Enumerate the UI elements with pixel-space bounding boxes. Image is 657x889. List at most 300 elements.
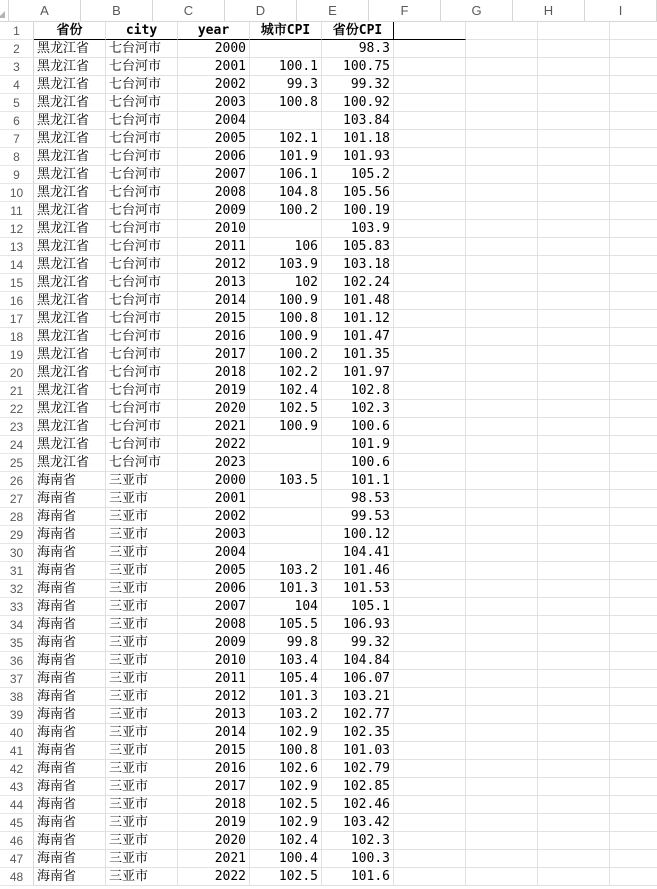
empty-cell[interactable] xyxy=(466,670,538,688)
data-cell[interactable]: 2007 xyxy=(178,598,250,616)
data-cell[interactable]: 2018 xyxy=(178,796,250,814)
data-cell[interactable]: 2014 xyxy=(178,292,250,310)
empty-cell[interactable] xyxy=(538,112,610,130)
data-cell[interactable]: 100.92 xyxy=(322,94,394,112)
data-cell[interactable]: 2007 xyxy=(178,166,250,184)
row-header[interactable]: 42 xyxy=(0,760,34,778)
row-header[interactable]: 12 xyxy=(0,220,34,238)
empty-cell[interactable] xyxy=(610,526,657,544)
data-cell[interactable]: 100.9 xyxy=(250,292,322,310)
empty-cell[interactable] xyxy=(466,472,538,490)
empty-cell[interactable] xyxy=(466,418,538,436)
data-cell[interactable]: 三亚市 xyxy=(106,670,178,688)
empty-cell[interactable] xyxy=(538,868,610,886)
column-header-d[interactable]: D xyxy=(225,0,297,22)
empty-cell[interactable] xyxy=(466,76,538,94)
empty-cell[interactable] xyxy=(538,220,610,238)
data-cell[interactable]: 海南省 xyxy=(34,706,106,724)
data-cell[interactable]: 三亚市 xyxy=(106,796,178,814)
data-cell[interactable]: 黑龙江省 xyxy=(34,130,106,148)
data-cell[interactable]: 105.4 xyxy=(250,670,322,688)
empty-cell[interactable] xyxy=(610,40,657,58)
empty-cell[interactable] xyxy=(538,760,610,778)
empty-cell[interactable] xyxy=(466,166,538,184)
row-header[interactable]: 23 xyxy=(0,418,34,436)
empty-cell[interactable] xyxy=(610,562,657,580)
row-header[interactable]: 7 xyxy=(0,130,34,148)
data-cell[interactable]: 海南省 xyxy=(34,652,106,670)
row-header[interactable]: 40 xyxy=(0,724,34,742)
empty-cell[interactable] xyxy=(538,526,610,544)
data-cell[interactable]: 101.12 xyxy=(322,310,394,328)
data-cell[interactable]: 2022 xyxy=(178,436,250,454)
data-cell[interactable]: 七台河市 xyxy=(106,418,178,436)
empty-cell[interactable] xyxy=(394,22,466,40)
data-cell[interactable]: 102.6 xyxy=(250,760,322,778)
data-cell[interactable]: 七台河市 xyxy=(106,202,178,220)
data-cell[interactable]: 海南省 xyxy=(34,760,106,778)
data-cell[interactable]: 100.8 xyxy=(250,310,322,328)
data-cell[interactable]: 黑龙江省 xyxy=(34,400,106,418)
data-cell[interactable]: 2021 xyxy=(178,850,250,868)
empty-cell[interactable] xyxy=(610,850,657,868)
empty-cell[interactable] xyxy=(610,94,657,112)
row-header[interactable]: 46 xyxy=(0,832,34,850)
row-header[interactable]: 25 xyxy=(0,454,34,472)
data-cell[interactable]: 100.4 xyxy=(250,850,322,868)
empty-cell[interactable] xyxy=(610,634,657,652)
data-cell[interactable]: 海南省 xyxy=(34,634,106,652)
data-cell[interactable]: 2003 xyxy=(178,94,250,112)
data-cell[interactable]: 101.9 xyxy=(322,436,394,454)
data-cell[interactable]: 2019 xyxy=(178,814,250,832)
data-cell[interactable]: 2010 xyxy=(178,220,250,238)
data-cell[interactable]: 2011 xyxy=(178,238,250,256)
row-header[interactable]: 4 xyxy=(0,76,34,94)
empty-cell[interactable] xyxy=(538,166,610,184)
data-cell[interactable]: 七台河市 xyxy=(106,238,178,256)
column-header-h[interactable]: H xyxy=(513,0,585,22)
data-cell[interactable]: 黑龙江省 xyxy=(34,94,106,112)
data-cell[interactable]: 2008 xyxy=(178,616,250,634)
data-cell[interactable]: 七台河市 xyxy=(106,184,178,202)
empty-cell[interactable] xyxy=(538,40,610,58)
data-cell[interactable]: 103.2 xyxy=(250,562,322,580)
data-cell[interactable]: 海南省 xyxy=(34,868,106,886)
empty-cell[interactable] xyxy=(538,76,610,94)
column-header-e[interactable]: E xyxy=(297,0,369,22)
data-cell[interactable]: 黑龙江省 xyxy=(34,310,106,328)
empty-cell[interactable] xyxy=(538,148,610,166)
empty-cell[interactable] xyxy=(610,742,657,760)
empty-cell[interactable] xyxy=(538,724,610,742)
empty-cell[interactable] xyxy=(466,292,538,310)
empty-cell[interactable] xyxy=(394,166,466,184)
data-cell[interactable]: 海南省 xyxy=(34,526,106,544)
data-cell[interactable]: 102.3 xyxy=(322,832,394,850)
data-cell[interactable]: 2020 xyxy=(178,832,250,850)
data-cell[interactable]: 99.3 xyxy=(250,76,322,94)
data-cell[interactable]: 2012 xyxy=(178,688,250,706)
row-header[interactable]: 43 xyxy=(0,778,34,796)
data-cell[interactable]: 七台河市 xyxy=(106,166,178,184)
data-cell[interactable]: 三亚市 xyxy=(106,616,178,634)
data-cell[interactable] xyxy=(250,112,322,130)
row-header[interactable]: 29 xyxy=(0,526,34,544)
row-header[interactable]: 34 xyxy=(0,616,34,634)
header-cell[interactable]: city xyxy=(106,22,178,40)
empty-cell[interactable] xyxy=(610,202,657,220)
empty-cell[interactable] xyxy=(610,778,657,796)
empty-cell[interactable] xyxy=(394,238,466,256)
row-header[interactable]: 10 xyxy=(0,184,34,202)
data-cell[interactable]: 102.5 xyxy=(250,400,322,418)
data-cell[interactable]: 三亚市 xyxy=(106,706,178,724)
row-header[interactable]: 8 xyxy=(0,148,34,166)
data-cell[interactable]: 海南省 xyxy=(34,742,106,760)
data-cell[interactable]: 七台河市 xyxy=(106,454,178,472)
empty-cell[interactable] xyxy=(610,580,657,598)
row-header[interactable]: 31 xyxy=(0,562,34,580)
header-cell[interactable]: 城市CPI xyxy=(250,22,322,40)
data-cell[interactable]: 海南省 xyxy=(34,832,106,850)
data-cell[interactable]: 七台河市 xyxy=(106,328,178,346)
data-cell[interactable]: 103.84 xyxy=(322,112,394,130)
row-header[interactable]: 15 xyxy=(0,274,34,292)
data-cell[interactable]: 105.83 xyxy=(322,238,394,256)
data-cell[interactable]: 2010 xyxy=(178,652,250,670)
empty-cell[interactable] xyxy=(610,418,657,436)
empty-cell[interactable] xyxy=(538,598,610,616)
empty-cell[interactable] xyxy=(394,256,466,274)
column-header-f[interactable]: F xyxy=(369,0,441,22)
empty-cell[interactable] xyxy=(466,148,538,166)
row-header[interactable]: 19 xyxy=(0,346,34,364)
empty-cell[interactable] xyxy=(394,652,466,670)
empty-cell[interactable] xyxy=(610,274,657,292)
data-cell[interactable]: 黑龙江省 xyxy=(34,40,106,58)
row-header[interactable]: 26 xyxy=(0,472,34,490)
row-header[interactable]: 5 xyxy=(0,94,34,112)
empty-cell[interactable] xyxy=(610,184,657,202)
empty-cell[interactable] xyxy=(466,724,538,742)
empty-cell[interactable] xyxy=(466,868,538,886)
data-cell[interactable]: 101.03 xyxy=(322,742,394,760)
data-cell[interactable]: 七台河市 xyxy=(106,436,178,454)
data-cell[interactable]: 102.4 xyxy=(250,382,322,400)
row-header[interactable]: 18 xyxy=(0,328,34,346)
empty-cell[interactable] xyxy=(538,616,610,634)
column-header-g[interactable]: G xyxy=(441,0,513,22)
empty-cell[interactable] xyxy=(394,850,466,868)
data-cell[interactable]: 101.35 xyxy=(322,346,394,364)
row-header[interactable]: 47 xyxy=(0,850,34,868)
data-cell[interactable]: 海南省 xyxy=(34,814,106,832)
empty-cell[interactable] xyxy=(394,868,466,886)
data-cell[interactable]: 黑龙江省 xyxy=(34,76,106,94)
data-cell[interactable]: 2014 xyxy=(178,724,250,742)
data-cell[interactable]: 七台河市 xyxy=(106,346,178,364)
empty-cell[interactable] xyxy=(610,22,657,40)
data-cell[interactable]: 七台河市 xyxy=(106,148,178,166)
row-header[interactable]: 20 xyxy=(0,364,34,382)
data-cell[interactable]: 三亚市 xyxy=(106,526,178,544)
empty-cell[interactable] xyxy=(610,148,657,166)
data-cell[interactable]: 102.24 xyxy=(322,274,394,292)
column-header-i[interactable]: I xyxy=(585,0,657,22)
empty-cell[interactable] xyxy=(466,382,538,400)
empty-cell[interactable] xyxy=(394,796,466,814)
empty-cell[interactable] xyxy=(538,850,610,868)
data-cell[interactable]: 102.79 xyxy=(322,760,394,778)
empty-cell[interactable] xyxy=(538,436,610,454)
empty-cell[interactable] xyxy=(610,832,657,850)
header-cell[interactable]: 省份 xyxy=(34,22,106,40)
data-cell[interactable]: 2013 xyxy=(178,706,250,724)
data-cell[interactable]: 七台河市 xyxy=(106,58,178,76)
empty-cell[interactable] xyxy=(610,598,657,616)
data-cell[interactable]: 99.32 xyxy=(322,634,394,652)
data-cell[interactable]: 100.1 xyxy=(250,58,322,76)
row-header[interactable]: 2 xyxy=(0,40,34,58)
data-cell[interactable]: 三亚市 xyxy=(106,832,178,850)
data-cell[interactable]: 2009 xyxy=(178,202,250,220)
data-cell[interactable]: 2021 xyxy=(178,418,250,436)
data-cell[interactable]: 102.3 xyxy=(322,400,394,418)
data-cell[interactable]: 海南省 xyxy=(34,598,106,616)
empty-cell[interactable] xyxy=(610,760,657,778)
data-cell[interactable]: 海南省 xyxy=(34,472,106,490)
empty-cell[interactable] xyxy=(466,256,538,274)
row-header[interactable]: 24 xyxy=(0,436,34,454)
data-cell[interactable]: 黑龙江省 xyxy=(34,292,106,310)
data-cell[interactable]: 2017 xyxy=(178,346,250,364)
empty-cell[interactable] xyxy=(538,22,610,40)
data-cell[interactable]: 101.9 xyxy=(250,148,322,166)
empty-cell[interactable] xyxy=(394,670,466,688)
empty-cell[interactable] xyxy=(610,76,657,94)
empty-cell[interactable] xyxy=(466,184,538,202)
data-cell[interactable]: 102.46 xyxy=(322,796,394,814)
data-cell[interactable]: 海南省 xyxy=(34,724,106,742)
empty-cell[interactable] xyxy=(394,778,466,796)
empty-cell[interactable] xyxy=(610,814,657,832)
data-cell[interactable]: 海南省 xyxy=(34,670,106,688)
row-header[interactable]: 14 xyxy=(0,256,34,274)
row-header[interactable]: 13 xyxy=(0,238,34,256)
data-cell[interactable]: 98.53 xyxy=(322,490,394,508)
data-cell[interactable]: 2001 xyxy=(178,58,250,76)
data-cell[interactable]: 99.32 xyxy=(322,76,394,94)
empty-cell[interactable] xyxy=(538,706,610,724)
data-cell[interactable]: 黑龙江省 xyxy=(34,58,106,76)
row-header[interactable]: 11 xyxy=(0,202,34,220)
empty-cell[interactable] xyxy=(466,220,538,238)
data-cell[interactable]: 103.42 xyxy=(322,814,394,832)
empty-cell[interactable] xyxy=(610,868,657,886)
empty-cell[interactable] xyxy=(538,364,610,382)
data-cell[interactable]: 102.8 xyxy=(322,382,394,400)
empty-cell[interactable] xyxy=(610,652,657,670)
empty-cell[interactable] xyxy=(538,580,610,598)
data-cell[interactable]: 三亚市 xyxy=(106,598,178,616)
empty-cell[interactable] xyxy=(538,652,610,670)
data-cell[interactable]: 海南省 xyxy=(34,796,106,814)
data-cell[interactable]: 海南省 xyxy=(34,616,106,634)
data-cell[interactable]: 101.48 xyxy=(322,292,394,310)
row-header[interactable]: 1 xyxy=(0,22,34,40)
row-header[interactable]: 38 xyxy=(0,688,34,706)
empty-cell[interactable] xyxy=(466,346,538,364)
empty-cell[interactable] xyxy=(610,724,657,742)
row-header[interactable]: 37 xyxy=(0,670,34,688)
data-cell[interactable]: 海南省 xyxy=(34,544,106,562)
data-cell[interactable]: 100.9 xyxy=(250,328,322,346)
data-cell[interactable]: 七台河市 xyxy=(106,94,178,112)
empty-cell[interactable] xyxy=(538,472,610,490)
data-cell[interactable]: 黑龙江省 xyxy=(34,256,106,274)
empty-cell[interactable] xyxy=(538,400,610,418)
empty-cell[interactable] xyxy=(394,364,466,382)
empty-cell[interactable] xyxy=(538,562,610,580)
data-cell[interactable]: 七台河市 xyxy=(106,310,178,328)
empty-cell[interactable] xyxy=(394,832,466,850)
data-cell[interactable]: 105.2 xyxy=(322,166,394,184)
empty-cell[interactable] xyxy=(466,454,538,472)
data-cell[interactable]: 100.9 xyxy=(250,418,322,436)
row-header[interactable]: 41 xyxy=(0,742,34,760)
data-cell[interactable]: 101.6 xyxy=(322,868,394,886)
empty-cell[interactable] xyxy=(394,472,466,490)
data-cell[interactable]: 103.4 xyxy=(250,652,322,670)
data-cell[interactable]: 101.3 xyxy=(250,688,322,706)
data-cell[interactable]: 三亚市 xyxy=(106,652,178,670)
data-cell[interactable] xyxy=(250,40,322,58)
empty-cell[interactable] xyxy=(466,616,538,634)
data-cell[interactable]: 2002 xyxy=(178,76,250,94)
empty-cell[interactable] xyxy=(538,508,610,526)
data-cell[interactable]: 100.6 xyxy=(322,418,394,436)
empty-cell[interactable] xyxy=(466,526,538,544)
data-cell[interactable]: 2004 xyxy=(178,112,250,130)
empty-cell[interactable] xyxy=(538,130,610,148)
row-header[interactable]: 22 xyxy=(0,400,34,418)
row-header[interactable]: 30 xyxy=(0,544,34,562)
data-cell[interactable]: 黑龙江省 xyxy=(34,184,106,202)
data-cell[interactable]: 100.2 xyxy=(250,202,322,220)
data-cell[interactable]: 100.12 xyxy=(322,526,394,544)
empty-cell[interactable] xyxy=(394,220,466,238)
empty-cell[interactable] xyxy=(394,598,466,616)
empty-cell[interactable] xyxy=(538,778,610,796)
empty-cell[interactable] xyxy=(538,670,610,688)
row-header[interactable]: 45 xyxy=(0,814,34,832)
empty-cell[interactable] xyxy=(466,112,538,130)
data-cell[interactable]: 三亚市 xyxy=(106,814,178,832)
empty-cell[interactable] xyxy=(538,634,610,652)
data-cell[interactable]: 七台河市 xyxy=(106,220,178,238)
row-header[interactable]: 21 xyxy=(0,382,34,400)
data-cell[interactable]: 七台河市 xyxy=(106,130,178,148)
header-cell[interactable]: 省份CPI xyxy=(322,22,394,40)
empty-cell[interactable] xyxy=(466,562,538,580)
data-cell[interactable]: 七台河市 xyxy=(106,274,178,292)
data-cell[interactable]: 101.1 xyxy=(322,472,394,490)
empty-cell[interactable] xyxy=(394,112,466,130)
data-cell[interactable]: 102.1 xyxy=(250,130,322,148)
empty-cell[interactable] xyxy=(610,238,657,256)
empty-cell[interactable] xyxy=(466,400,538,418)
empty-cell[interactable] xyxy=(394,616,466,634)
data-cell[interactable]: 102.9 xyxy=(250,814,322,832)
empty-cell[interactable] xyxy=(538,310,610,328)
row-header[interactable]: 16 xyxy=(0,292,34,310)
empty-cell[interactable] xyxy=(394,184,466,202)
empty-cell[interactable] xyxy=(466,742,538,760)
empty-cell[interactable] xyxy=(394,274,466,292)
row-header[interactable]: 39 xyxy=(0,706,34,724)
empty-cell[interactable] xyxy=(466,598,538,616)
empty-cell[interactable] xyxy=(538,202,610,220)
data-cell[interactable]: 103.18 xyxy=(322,256,394,274)
row-header[interactable]: 33 xyxy=(0,598,34,616)
data-cell[interactable]: 99.53 xyxy=(322,508,394,526)
empty-cell[interactable] xyxy=(538,688,610,706)
data-cell[interactable]: 105.1 xyxy=(322,598,394,616)
empty-cell[interactable] xyxy=(538,544,610,562)
data-cell[interactable]: 100.8 xyxy=(250,742,322,760)
data-cell[interactable]: 2022 xyxy=(178,868,250,886)
data-cell[interactable] xyxy=(250,508,322,526)
row-header[interactable]: 3 xyxy=(0,58,34,76)
empty-cell[interactable] xyxy=(466,310,538,328)
data-cell[interactable]: 三亚市 xyxy=(106,868,178,886)
data-cell[interactable]: 三亚市 xyxy=(106,688,178,706)
empty-cell[interactable] xyxy=(466,508,538,526)
data-cell[interactable]: 海南省 xyxy=(34,850,106,868)
empty-cell[interactable] xyxy=(394,508,466,526)
empty-cell[interactable] xyxy=(394,490,466,508)
empty-cell[interactable] xyxy=(394,760,466,778)
empty-cell[interactable] xyxy=(538,832,610,850)
empty-cell[interactable] xyxy=(610,58,657,76)
data-cell[interactable]: 104.84 xyxy=(322,652,394,670)
empty-cell[interactable] xyxy=(538,346,610,364)
data-cell[interactable]: 100.8 xyxy=(250,94,322,112)
empty-cell[interactable] xyxy=(538,796,610,814)
data-cell[interactable]: 黑龙江省 xyxy=(34,346,106,364)
empty-cell[interactable] xyxy=(538,184,610,202)
empty-cell[interactable] xyxy=(610,796,657,814)
row-header[interactable]: 9 xyxy=(0,166,34,184)
data-cell[interactable]: 七台河市 xyxy=(106,256,178,274)
data-cell[interactable]: 黑龙江省 xyxy=(34,382,106,400)
data-cell[interactable]: 七台河市 xyxy=(106,382,178,400)
data-cell[interactable]: 99.8 xyxy=(250,634,322,652)
empty-cell[interactable] xyxy=(394,400,466,418)
data-cell[interactable]: 104.41 xyxy=(322,544,394,562)
empty-cell[interactable] xyxy=(466,490,538,508)
empty-cell[interactable] xyxy=(610,616,657,634)
empty-cell[interactable] xyxy=(538,328,610,346)
empty-cell[interactable] xyxy=(538,292,610,310)
data-cell[interactable]: 海南省 xyxy=(34,562,106,580)
empty-cell[interactable] xyxy=(610,130,657,148)
empty-cell[interactable] xyxy=(466,436,538,454)
empty-cell[interactable] xyxy=(394,94,466,112)
empty-cell[interactable] xyxy=(466,238,538,256)
empty-cell[interactable] xyxy=(394,40,466,58)
